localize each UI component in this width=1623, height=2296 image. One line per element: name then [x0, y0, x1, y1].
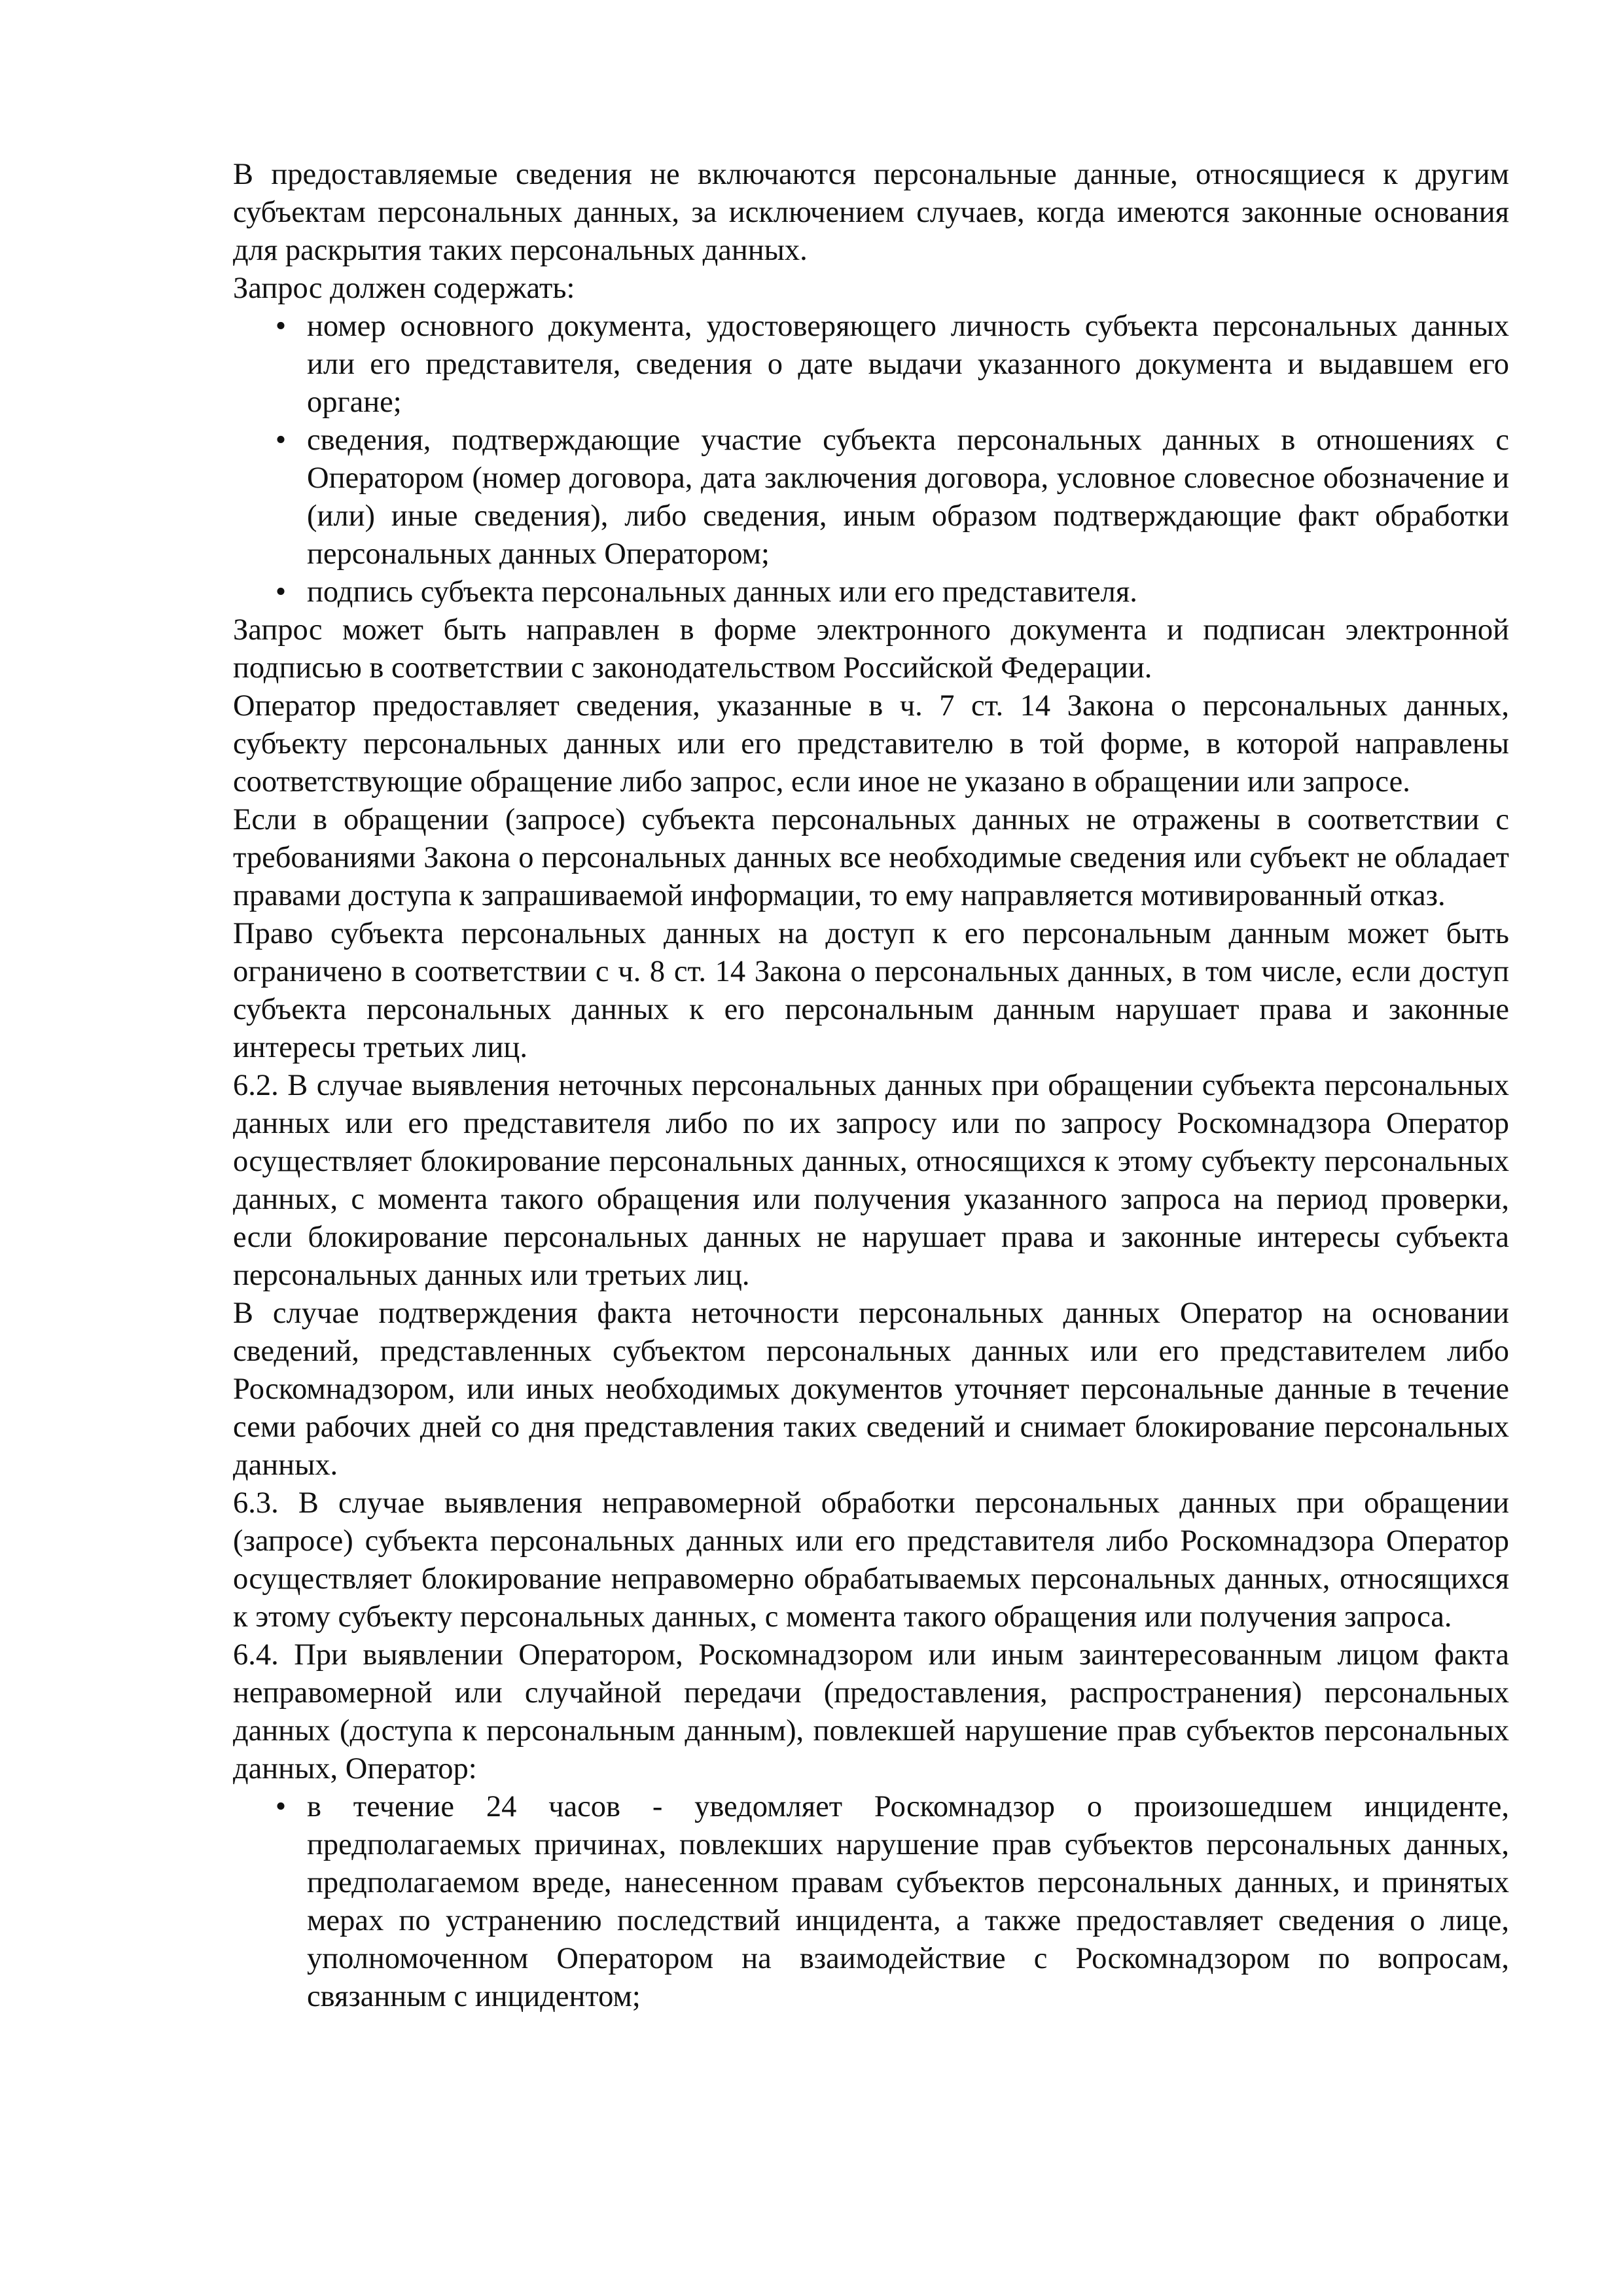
- bullet-list: [233, 308, 1509, 611]
- list-item: [275, 308, 1509, 422]
- paragraph: 6.3. В случае выявления неправомерной обработки персональных данных при обращении (запросе) субъекта персональных данных или его представителя либо Роскомнадзора Оператор осуществляет блокирование неправомерно обрабатываемых персональных данных, относящихся к этому субъекту персональных данных, с момента такого обращения или получения запроса.: [233, 1486, 1509, 1634]
- paragraph: В случае подтверждения факта неточности персональных данных Оператор на основании сведений, представленных субъектом персональных данных или его представителем либо Роскомнадзором, или иных необходимых документов уточняет персональные данные в течение семи рабочих дней со дня представления таких сведений и снимает блокирование персональных данных.: [233, 1297, 1509, 1482]
- paragraph: В предоставляемые сведения не включаются персональные данные, относящиеся к другим субъектам персональных данных, за исключением случаев, когда имеются законные основания для раскрытия таких персональных данных.: [233, 158, 1509, 267]
- bullet-dot-icon: •: [275, 423, 287, 457]
- list-item-text: сведения, подтверждающие участие субъекта персональных данных в отношениях с Оператором (номер договора, дата заключения договора, условное словесное обозначение и (или) иные сведения), либо сведения, иным образом подтверждающие факт обработки персональных данных Оператором;: [307, 423, 1509, 571]
- list-item: [275, 573, 1509, 611]
- list-item-text: подпись субъекта персональных данных или его представителя.: [307, 575, 1137, 609]
- paragraph: Запрос должен содержать:: [233, 272, 575, 305]
- list-item: [275, 422, 1509, 573]
- bullet-dot-icon: •: [275, 1790, 287, 1823]
- bullet-list: [233, 1788, 1509, 2016]
- bullet-dot-icon: •: [275, 575, 287, 609]
- paragraph: Право субъекта персональных данных на доступ к его персональным данным может быть ограничено в соответствии с ч. 8 ст. 14 Закона о персональных данных, в том числе, если доступ субъекта персональных данных к его персональным данным нарушает права и законные интересы третьих лиц.: [233, 917, 1509, 1064]
- list-item-text: номер основного документа, удостоверяющего личность субъекта персональных данных или его представителя, сведения о дате выдачи указанного документа и выдавшем его органе;: [307, 310, 1509, 419]
- paragraph: Запрос может быть направлен в форме электронного документа и подписан электронной подписью в соответствии с законодательством Российской Федерации.: [233, 613, 1509, 685]
- list-item: [275, 1788, 1509, 2016]
- paragraph: Оператор предоставляет сведения, указанные в ч. 7 ст. 14 Закона о персональных данных, субъекту персональных данных или его представителю в той форме, в которой направлены соответствующие обращение либо запрос, если иное не указано в обращении или запросе.: [233, 689, 1509, 798]
- list-item-text: в течение 24 часов - уведомляет Роскомнадзор о произошедшем инциденте, предполагаемых причинах, повлекших нарушение прав субъектов персональных данных, предполагаемом вреде, нанесенном правам субъектов персональных данных, и принятых мерах по устранению последствий инцидента, а также предоставляет сведения о лице, уполномоченном Оператором на взаимодействие с Роскомнадзором по вопросам, связанным с инцидентом;: [307, 1790, 1509, 2013]
- paragraph: 6.4. При выявлении Оператором, Роскомнадзором или иным заинтересованным лицом факта неправомерной или случайной передачи (предоставления, распространения) персональных данных (доступа к персональным данным), повлекшей нарушение прав субъектов персональных данных, Оператор:: [233, 1638, 1509, 1785]
- document-page: [233, 156, 1509, 2016]
- bullet-dot-icon: •: [275, 310, 287, 343]
- paragraph: 6.2. В случае выявления неточных персональных данных при обращении субъекта персональных данных или его представителя либо по их запросу или по запросу Роскомнадзора Оператор осуществляет блокирование персональных данных, относящихся к этому субъекту персональных данных, с момента такого обращения или получения указанного запроса на период проверки, если блокирование персональных данных не нарушает права и законные интересы субъекта персональных данных или третьих лиц.: [233, 1069, 1509, 1292]
- paragraph: Если в обращении (запросе) субъекта персональных данных не отражены в соответствии с требованиями Закона о персональных данных все необходимые сведения или субъект не обладает правами доступа к запрашиваемой информации, то ему направляется мотивированный отказ.: [233, 803, 1509, 912]
